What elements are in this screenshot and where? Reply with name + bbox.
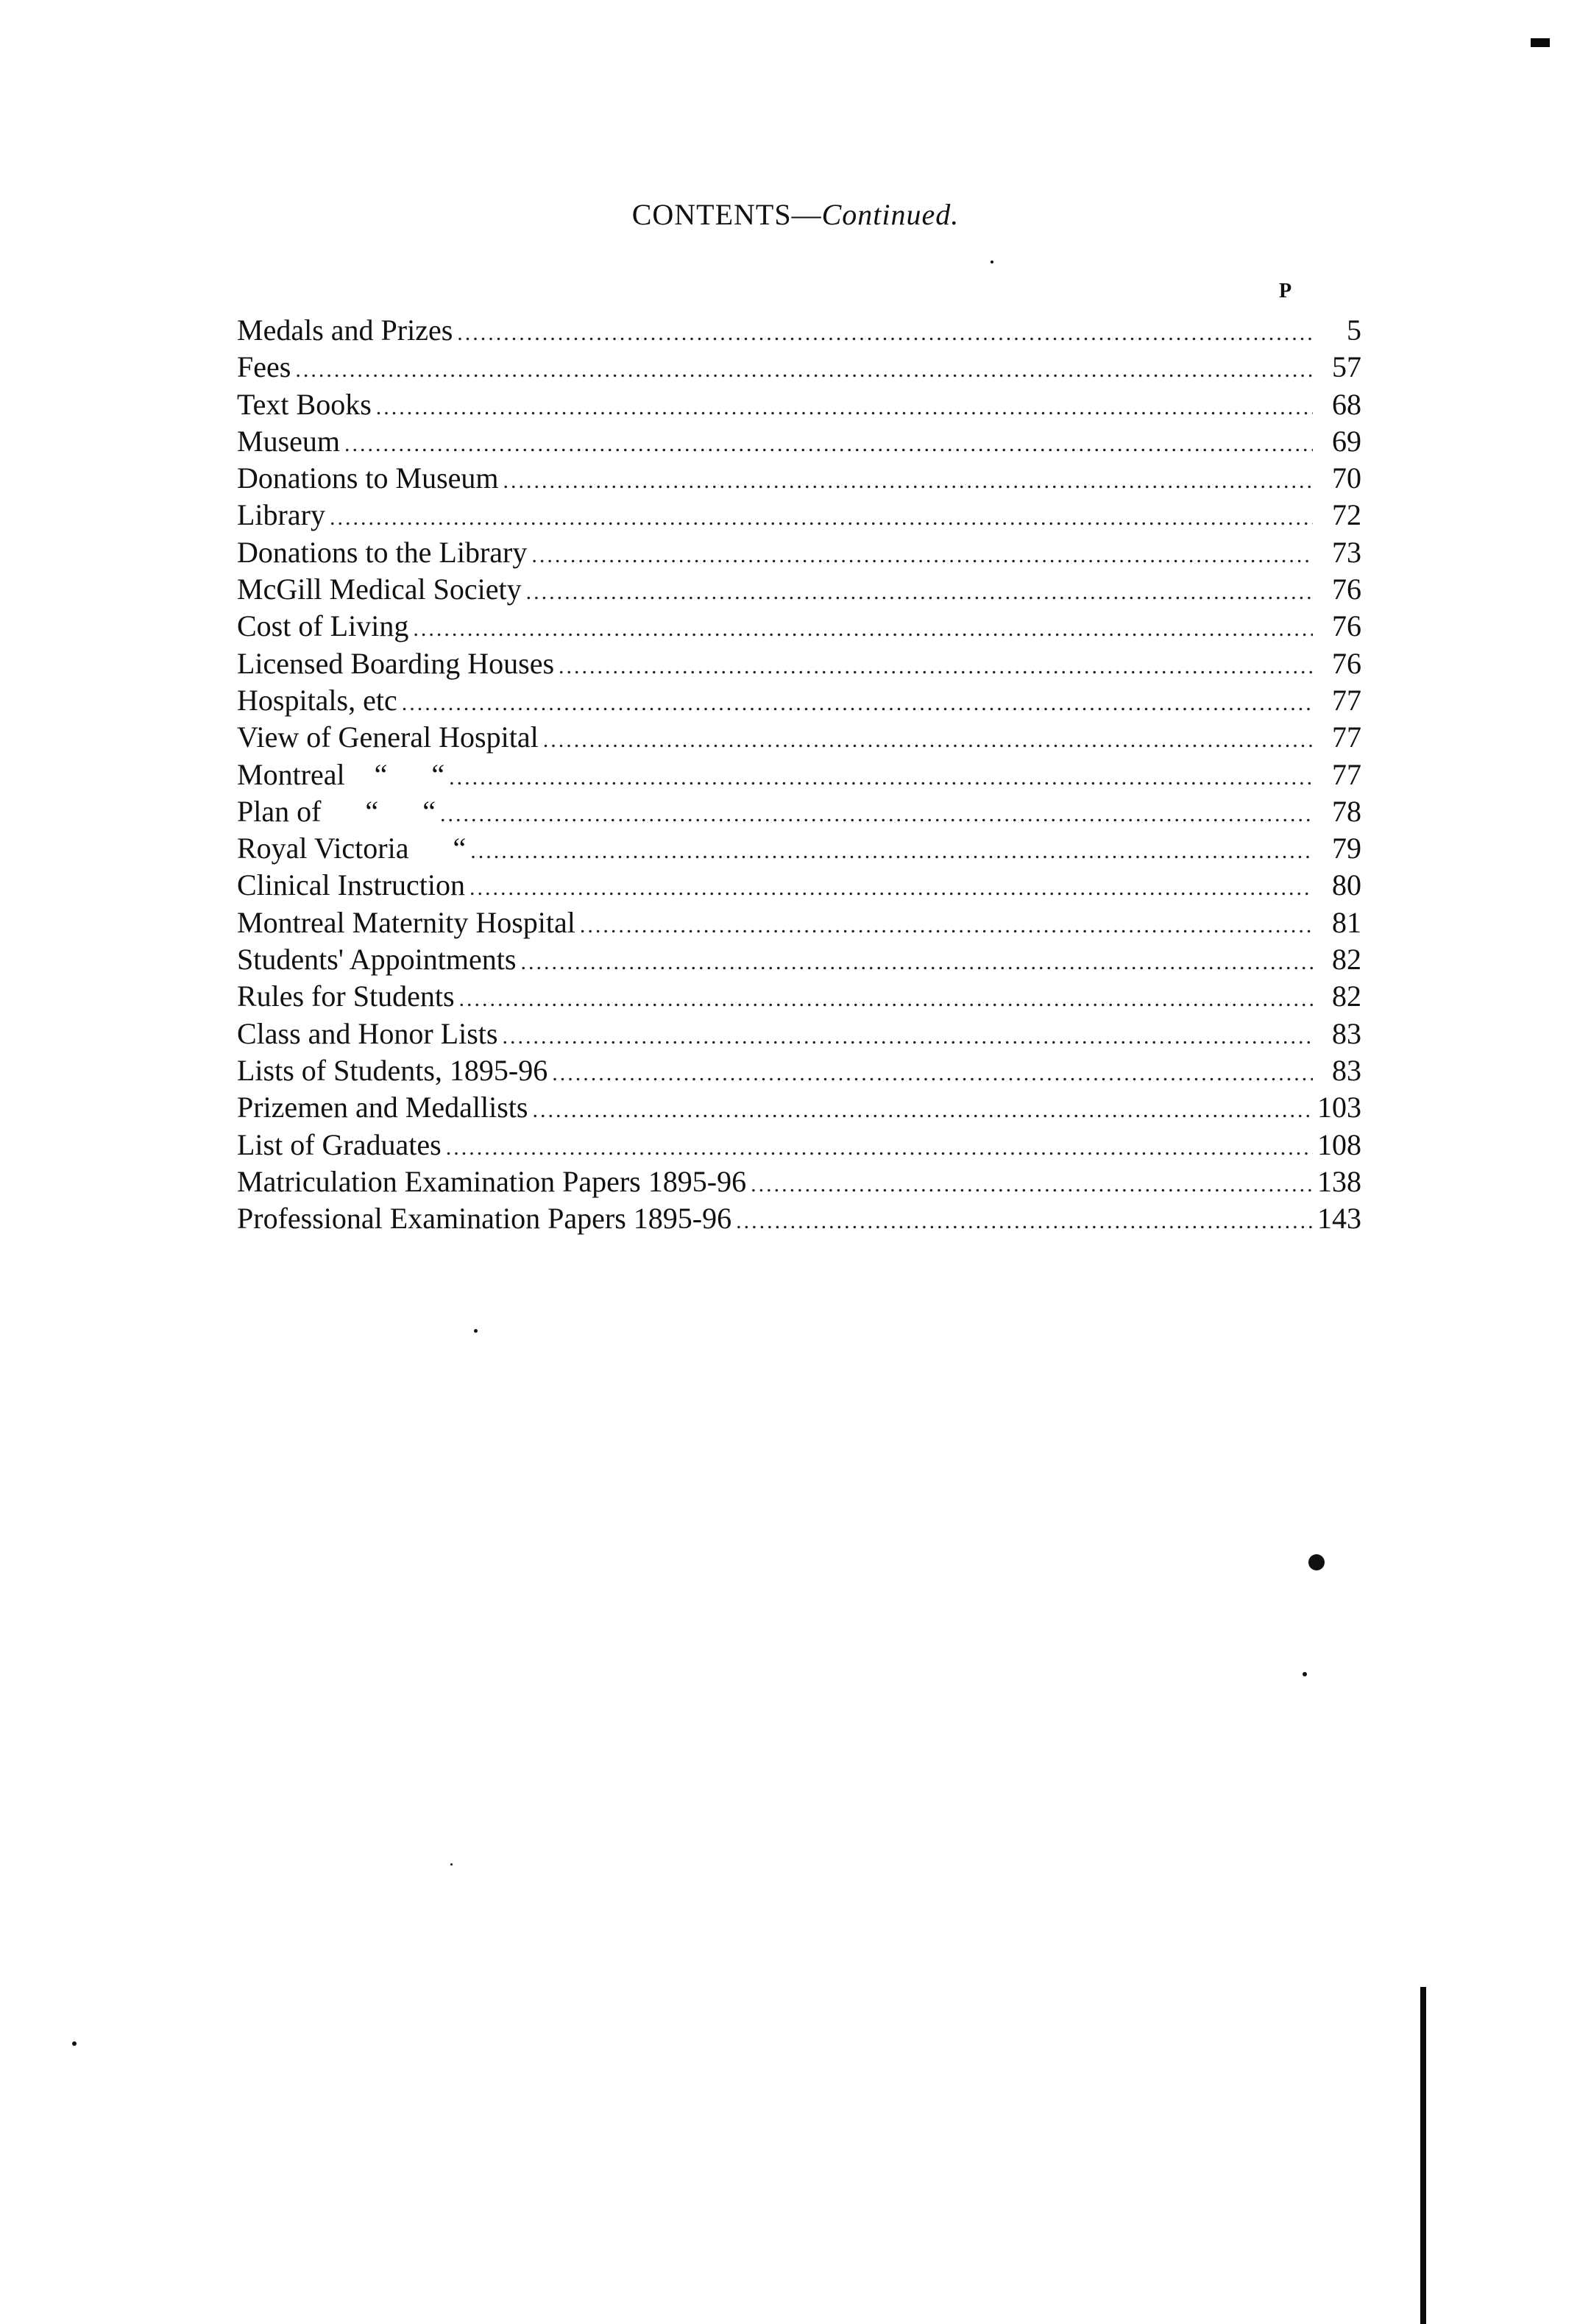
toc-row	[237, 608, 1361, 645]
toc-page-number: 138	[1317, 1164, 1361, 1198]
toc-page-number: 83	[1332, 1053, 1361, 1087]
toc-page-number: 80	[1332, 868, 1361, 902]
toc-label: Students' Appointments	[237, 943, 517, 977]
toc-row	[237, 1089, 1361, 1126]
leader-dots	[459, 981, 1313, 1018]
toc-row	[237, 719, 1361, 756]
toc-page-number: 72	[1332, 498, 1361, 532]
toc-row	[237, 312, 1361, 349]
scan-mark	[1531, 38, 1550, 47]
title-continued: Continued.	[821, 198, 960, 231]
toc-page-number: 70	[1332, 461, 1361, 495]
toc-page-number: 76	[1332, 573, 1361, 606]
toc-page-number: 5	[1347, 313, 1361, 347]
ink-speck	[474, 1329, 478, 1333]
toc-label: Royal Victoria “	[237, 832, 467, 865]
toc-label: Prizemen and Medallists	[237, 1091, 528, 1124]
leader-dots	[520, 944, 1313, 981]
toc-label: Medals and Prizes	[237, 313, 453, 347]
toc-label: Text Books	[237, 387, 372, 421]
leader-dots	[344, 426, 1313, 463]
toc-label: Lists of Students, 1895-96	[237, 1053, 548, 1087]
toc-label: Rules for Students	[237, 979, 455, 1013]
toc-label: Library	[237, 498, 325, 532]
title-main: CONTENTS	[631, 198, 792, 231]
toc-label: Fees	[237, 350, 291, 384]
toc-page-number: 108	[1317, 1127, 1361, 1161]
scan-edge-shadow	[1420, 1987, 1426, 2324]
toc-page-number: 79	[1332, 832, 1361, 865]
toc-label: Class and Honor Lists	[237, 1016, 498, 1050]
leader-dots	[330, 500, 1313, 536]
toc-label: Cost of Living	[237, 609, 409, 643]
ink-speck	[991, 261, 993, 263]
toc-page-number: 78	[1332, 794, 1361, 828]
leader-dots	[751, 1166, 1313, 1203]
toc-page-number: 68	[1332, 387, 1361, 421]
leader-dots	[543, 722, 1313, 759]
page-column-heading: P	[1279, 280, 1292, 302]
toc-page-number: 81	[1332, 905, 1361, 939]
ink-speck	[1303, 1672, 1307, 1676]
ink-speck	[72, 2041, 77, 2046]
toc-label: Hospitals, etc	[237, 683, 397, 717]
toc-row	[237, 941, 1361, 978]
toc-label: Plan of “ “	[237, 794, 436, 828]
ink-speck	[1308, 1554, 1325, 1570]
leader-dots	[295, 352, 1313, 389]
toc-page-number: 77	[1332, 757, 1361, 791]
toc-row	[237, 1200, 1361, 1237]
toc-row	[237, 534, 1361, 571]
leader-dots	[470, 833, 1313, 870]
toc-row	[237, 682, 1361, 719]
leader-dots	[457, 315, 1313, 352]
toc-label: Professional Examination Papers 1895-96	[237, 1202, 732, 1236]
toc-page-number: 57	[1332, 350, 1361, 384]
leader-dots	[503, 463, 1313, 500]
toc-row	[237, 1016, 1361, 1052]
toc-label: McGill Medical Society	[237, 573, 522, 606]
toc-page-number: 76	[1332, 646, 1361, 680]
toc-label: Donations to Museum	[237, 461, 499, 495]
toc-row	[237, 793, 1361, 830]
toc-label: Montreal Maternity Hospital	[237, 905, 575, 939]
toc-label: Montreal “ “	[237, 757, 445, 791]
leader-dots	[402, 685, 1313, 722]
toc-page-number: 76	[1332, 609, 1361, 643]
leader-dots	[552, 1055, 1313, 1092]
toc-page-number: 82	[1332, 943, 1361, 977]
toc-page-number: 77	[1332, 683, 1361, 717]
toc-label: Licensed Boarding Houses	[237, 646, 555, 680]
leader-dots	[440, 796, 1313, 833]
toc-row	[237, 645, 1361, 682]
toc-label: List of Graduates	[237, 1127, 442, 1161]
toc-label: Matriculation Examination Papers 1895-96	[237, 1164, 747, 1198]
leader-dots	[449, 759, 1313, 796]
toc-row	[237, 571, 1361, 608]
toc-row	[237, 757, 1361, 793]
toc-row	[237, 1163, 1361, 1200]
toc-row	[237, 1127, 1361, 1163]
toc-page-number: 83	[1332, 1016, 1361, 1050]
ink-speck	[450, 1863, 453, 1866]
leader-dots	[446, 1130, 1313, 1166]
toc-page-number: 143	[1317, 1202, 1361, 1236]
toc-page-number: 73	[1332, 535, 1361, 569]
contents-list	[237, 312, 1361, 1237]
toc-row	[237, 423, 1361, 460]
toc-row	[237, 1052, 1361, 1089]
toc-row	[237, 349, 1361, 386]
toc-label: Museum	[237, 424, 340, 458]
leader-dots	[376, 389, 1313, 426]
toc-row	[237, 904, 1361, 941]
toc-row	[237, 460, 1361, 497]
toc-label: Clinical Instruction	[237, 868, 465, 902]
toc-label: Donations to the Library	[237, 535, 528, 569]
toc-row	[237, 386, 1361, 423]
page-title	[0, 197, 1591, 232]
leader-dots	[469, 870, 1313, 907]
leader-dots	[526, 574, 1313, 611]
leader-dots	[559, 648, 1313, 685]
leader-dots	[580, 907, 1313, 944]
leader-dots	[736, 1203, 1313, 1240]
toc-row	[237, 978, 1361, 1015]
title-dash: —	[791, 198, 822, 231]
toc-page-number: 77	[1332, 720, 1361, 754]
toc-row	[237, 867, 1361, 904]
toc-row	[237, 497, 1361, 534]
toc-page-number: 69	[1332, 424, 1361, 458]
leader-dots	[413, 611, 1313, 648]
leader-dots	[502, 1018, 1313, 1055]
toc-page-number: 103	[1317, 1091, 1361, 1124]
leader-dots	[531, 537, 1313, 574]
leader-dots	[532, 1092, 1313, 1129]
toc-page-number: 82	[1332, 979, 1361, 1013]
toc-label: View of General Hospital	[237, 720, 539, 754]
toc-row	[237, 830, 1361, 867]
